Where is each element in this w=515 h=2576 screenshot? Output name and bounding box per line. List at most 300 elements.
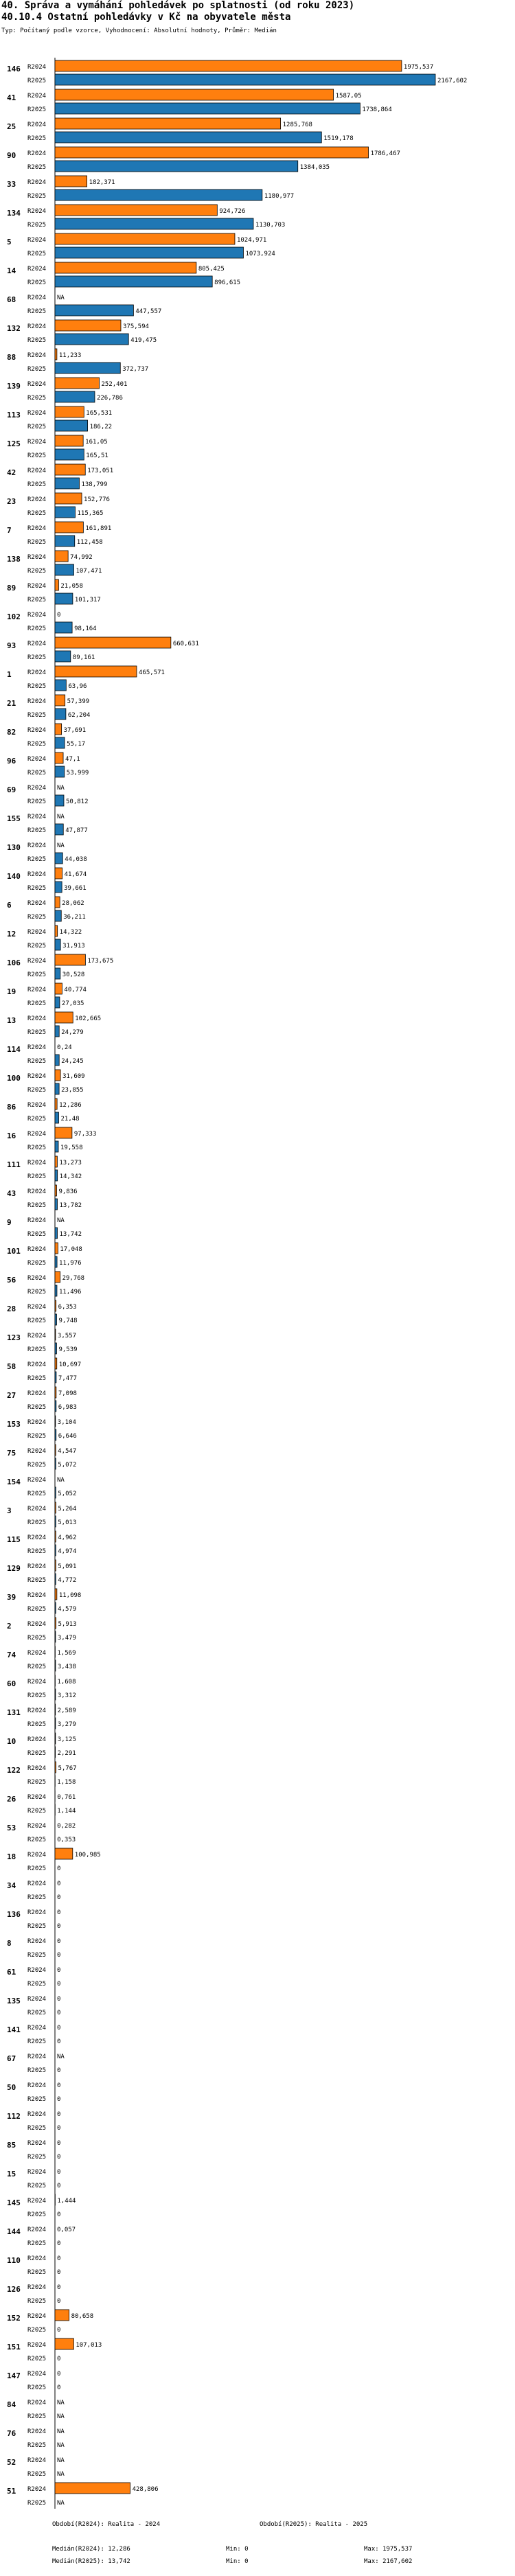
- bar-r2025: [55, 1487, 56, 1498]
- bar-r2025: [55, 161, 298, 172]
- series-label: R2024: [27, 1765, 47, 1772]
- value-label: NA: [57, 2471, 65, 2478]
- bar-r2025: [55, 882, 62, 893]
- series-label: R2025: [27, 943, 47, 950]
- value-label: 1180,977: [264, 193, 295, 200]
- series-label: R2025: [27, 1289, 47, 1296]
- value-label: 0: [57, 2096, 61, 2103]
- series-label: R2025: [27, 251, 47, 257]
- category-label: 89: [7, 584, 16, 593]
- footer-min-r2024: Min: 0: [226, 2546, 249, 2553]
- value-label: 465,571: [138, 669, 165, 676]
- category-label: 7: [7, 526, 12, 535]
- series-label: R2025: [27, 481, 47, 488]
- footer-min-r2025: Min: 0: [226, 2558, 249, 2565]
- series-label: R2024: [27, 266, 47, 273]
- series-label: R2024: [27, 1275, 47, 1282]
- category-label: 18: [7, 1852, 16, 1861]
- series-label: R2025: [27, 510, 47, 517]
- category-label: 131: [7, 1708, 21, 1717]
- value-label: 0: [57, 1952, 61, 1959]
- bar-r2025: [55, 420, 88, 431]
- series-label: R2024: [27, 1996, 47, 2003]
- series-label: R2024: [27, 1448, 47, 1455]
- series-label: R2024: [27, 641, 47, 647]
- series-label: R2025: [27, 2010, 47, 2016]
- value-label: 41,674: [64, 871, 87, 878]
- bar-r2025: [55, 709, 66, 720]
- value-label: 0: [57, 612, 61, 619]
- value-label: 0: [57, 2038, 61, 2045]
- series-label: R2025: [27, 1433, 47, 1440]
- bar-r2025: [55, 1141, 58, 1152]
- series-label: R2024: [27, 1506, 47, 1513]
- bar-r2024: [55, 1300, 56, 1311]
- category-label: 134: [7, 209, 21, 218]
- bar-r2025: [55, 1718, 56, 1729]
- series-label: R2025: [27, 1808, 47, 1815]
- category-label: 86: [7, 1103, 16, 1112]
- value-label: 1384,035: [299, 164, 330, 171]
- bar-r2025: [55, 132, 321, 143]
- series-label: R2024: [27, 1015, 47, 1022]
- category-label: 125: [7, 439, 21, 448]
- value-label: 27,035: [61, 1000, 84, 1007]
- series-label: R2024: [27, 1707, 47, 1714]
- series-label: R2025: [27, 1606, 47, 1613]
- bar-r2024: [55, 118, 281, 129]
- category-label: 138: [7, 555, 21, 564]
- value-label: 53,999: [66, 770, 89, 777]
- bar-r2024: [55, 60, 402, 71]
- value-label: 1786,467: [370, 150, 400, 157]
- value-label: 4,974: [58, 1548, 77, 1555]
- category-label: 19: [7, 987, 16, 996]
- bar-r2024: [55, 464, 85, 475]
- value-label: 115,365: [77, 510, 104, 517]
- value-label: 47,1: [65, 756, 80, 763]
- series-label: R2025: [27, 106, 47, 113]
- bar-r2025: [55, 997, 60, 1008]
- value-label: 165,51: [86, 452, 108, 459]
- series-label: R2025: [27, 193, 47, 200]
- series-label: R2025: [27, 1318, 47, 1324]
- series-label: R2025: [27, 568, 47, 575]
- value-label: 1,144: [57, 1808, 76, 1815]
- value-label: 11,976: [59, 1260, 82, 1267]
- bar-r2024: [55, 637, 171, 648]
- category-label: 155: [7, 814, 21, 823]
- series-label: R2024: [27, 1333, 47, 1339]
- value-label: 3,479: [57, 1635, 76, 1642]
- value-label: 1,608: [57, 1679, 76, 1686]
- bar-r2024: [55, 1416, 56, 1427]
- series-label: R2025: [27, 683, 47, 690]
- value-label: 0: [57, 1981, 61, 1988]
- value-label: 5,091: [58, 1563, 77, 1570]
- category-label: 61: [7, 1968, 16, 1977]
- category-label: 8: [7, 1939, 12, 1948]
- series-label: R2024: [27, 237, 47, 244]
- series-label: R2025: [27, 1865, 47, 1872]
- bar-r2024: [55, 1733, 56, 1744]
- value-label: 138,799: [81, 481, 108, 488]
- value-label: 4,579: [58, 1606, 77, 1613]
- value-label: 4,547: [58, 1448, 77, 1455]
- value-label: 1285,768: [282, 122, 312, 128]
- value-label: 6,983: [58, 1404, 77, 1411]
- value-label: NA: [57, 2400, 65, 2406]
- bar-r2024: [55, 752, 63, 763]
- bar-r2025: [55, 1747, 56, 1758]
- value-label: 0: [57, 2010, 61, 2016]
- value-label: 173,675: [87, 958, 114, 965]
- series-label: R2025: [27, 1058, 47, 1065]
- value-label: 9,836: [58, 1188, 78, 1195]
- bar-r2024: [55, 1531, 56, 1542]
- bar-r2024: [55, 1099, 57, 1109]
- value-label: 17,048: [60, 1246, 82, 1253]
- category-label: 12: [7, 930, 16, 939]
- value-label: 0: [57, 2111, 61, 2118]
- bar-r2025: [55, 1458, 56, 1469]
- series-label: R2024: [27, 2198, 47, 2205]
- series-label: R2025: [27, 337, 47, 344]
- series-label: R2024: [27, 2428, 47, 2435]
- value-label: 14,322: [59, 929, 82, 936]
- category-label: 132: [7, 324, 21, 333]
- category-label: 14: [7, 266, 16, 275]
- series-label: R2024: [27, 122, 47, 128]
- category-label: 53: [7, 1824, 16, 1832]
- series-label: R2025: [27, 1664, 47, 1670]
- chart-note: Typ: Počítaný podle vzorce, Vyhodnocení: Absolutní hodnoty, Průměr: Medián: [1, 27, 277, 34]
- series-label: R2024: [27, 1563, 47, 1570]
- series-label: R2024: [27, 554, 47, 561]
- category-label: 52: [7, 2458, 16, 2467]
- value-label: 0: [57, 2154, 61, 2161]
- bar-r2024: [55, 1502, 56, 1513]
- series-label: R2024: [27, 150, 47, 157]
- category-label: 41: [7, 93, 16, 102]
- bar-r2024: [55, 2483, 130, 2494]
- series-label: R2025: [27, 452, 47, 459]
- value-label: 0: [57, 1909, 61, 1916]
- category-label: 56: [7, 1276, 16, 1285]
- value-label: 0,24: [57, 1044, 72, 1051]
- series-label: R2025: [27, 2471, 47, 2478]
- value-label: 660,631: [172, 641, 199, 647]
- series-label: R2024: [27, 1304, 47, 1311]
- series-label: R2025: [27, 885, 47, 892]
- bar-r2024: [55, 1243, 58, 1254]
- series-label: R2025: [27, 2096, 47, 2103]
- footer-median-r2025: Medián(R2025): 13,742: [52, 2558, 130, 2565]
- bar-r2024: [55, 983, 62, 994]
- value-label: 100,985: [74, 1852, 101, 1859]
- series-label: R2025: [27, 1750, 47, 1757]
- value-label: NA: [57, 1477, 65, 1484]
- value-label: NA: [57, 2442, 65, 2449]
- value-label: 252,401: [101, 381, 128, 388]
- bar-r2024: [55, 579, 58, 590]
- bar-r2025: [55, 536, 75, 547]
- value-label: NA: [57, 2428, 65, 2435]
- series-label: R2024: [27, 842, 47, 849]
- series-label: R2024: [27, 1592, 47, 1599]
- category-label: 151: [7, 2343, 21, 2351]
- bar-r2025: [55, 1285, 57, 1296]
- category-label: 82: [7, 728, 16, 737]
- series-label: R2025: [27, 1145, 47, 1151]
- bar-r2025: [55, 1689, 56, 1700]
- series-label: R2024: [27, 785, 47, 792]
- value-label: 4,962: [58, 1534, 77, 1541]
- category-label: 84: [7, 2400, 16, 2409]
- series-label: R2025: [27, 1491, 47, 1497]
- value-label: 24,245: [61, 1058, 84, 1065]
- series-label: R2024: [27, 929, 47, 936]
- series-label: R2024: [27, 727, 47, 734]
- value-label: 1,158: [57, 1779, 76, 1786]
- bar-r2024: [55, 406, 84, 417]
- value-label: 10,697: [58, 1361, 82, 1368]
- category-label: 68: [7, 295, 16, 304]
- series-label: R2025: [27, 827, 47, 834]
- category-label: 126: [7, 2285, 21, 2294]
- bar-r2025: [55, 680, 66, 691]
- series-label: R2024: [27, 900, 47, 907]
- bar-r2024: [55, 89, 334, 100]
- series-label: R2024: [27, 669, 47, 676]
- value-label: 0: [57, 2169, 61, 2176]
- series-label: R2024: [27, 2313, 47, 2320]
- value-label: 5,072: [58, 1462, 77, 1469]
- category-label: 122: [7, 1766, 21, 1775]
- bar-r2024: [55, 695, 65, 706]
- series-label: R2024: [27, 2400, 47, 2406]
- category-label: 27: [7, 1391, 16, 1400]
- value-label: 1,444: [57, 2198, 76, 2205]
- value-label: 47,877: [65, 827, 88, 834]
- value-label: 1587,05: [335, 93, 362, 100]
- category-label: 100: [7, 1074, 21, 1083]
- category-label: 50: [7, 2083, 16, 2092]
- value-label: 9,748: [58, 1318, 78, 1324]
- series-label: R2024: [27, 1131, 47, 1138]
- value-label: 0: [57, 2371, 61, 2378]
- category-label: 10: [7, 1737, 16, 1746]
- series-label: R2025: [27, 1577, 47, 1584]
- bar-r2025: [55, 1574, 56, 1585]
- footer-max-r2025: Max: 2167,602: [364, 2558, 413, 2565]
- series-label: R2025: [27, 2356, 47, 2362]
- value-label: 3,279: [57, 1721, 76, 1728]
- series-label: R2025: [27, 856, 47, 863]
- series-label: R2024: [27, 295, 47, 301]
- series-label: R2024: [27, 525, 47, 532]
- value-label: 5,052: [58, 1491, 77, 1497]
- value-label: 107,013: [76, 2342, 102, 2349]
- bar-r2024: [55, 1329, 56, 1340]
- series-label: R2024: [27, 1736, 47, 1743]
- value-label: 28,062: [62, 900, 84, 907]
- bar-r2025: [55, 1055, 59, 1066]
- value-label: 0: [57, 1881, 61, 1887]
- bar-r2024: [55, 1070, 60, 1081]
- series-label: R2025: [27, 2183, 47, 2189]
- value-label: 0: [57, 2269, 61, 2276]
- value-label: 0,761: [57, 1794, 76, 1801]
- series-label: R2024: [27, 1102, 47, 1109]
- footer-period-r2025: Období(R2025): Realita - 2025: [260, 2521, 368, 2528]
- category-label: 96: [7, 757, 16, 766]
- series-label: R2024: [27, 2255, 47, 2262]
- value-label: 63,96: [68, 683, 87, 690]
- bar-r2025: [55, 1545, 56, 1556]
- category-label: 141: [7, 2025, 21, 2034]
- series-label: R2025: [27, 1202, 47, 1209]
- value-label: 0: [57, 2327, 61, 2334]
- series-label: R2024: [27, 381, 47, 388]
- value-label: 0,353: [57, 1837, 76, 1843]
- value-label: 186,22: [89, 424, 113, 430]
- category-label: 33: [7, 180, 16, 189]
- value-label: 1073,924: [245, 251, 275, 257]
- series-label: R2025: [27, 1000, 47, 1007]
- bar-r2025: [55, 1112, 58, 1123]
- series-label: R2024: [27, 2054, 47, 2060]
- bar-r2025: [55, 853, 62, 864]
- category-label: 3: [7, 1506, 12, 1515]
- series-label: R2025: [27, 971, 47, 978]
- series-label: R2024: [27, 2025, 47, 2032]
- bar-r2024: [55, 1762, 56, 1773]
- category-label: 111: [7, 1160, 21, 1169]
- series-label: R2024: [27, 612, 47, 619]
- series-label: R2024: [27, 179, 47, 186]
- footer-median-r2024: Medián(R2024): 12,286: [52, 2546, 130, 2553]
- value-label: 89,161: [72, 654, 95, 661]
- value-label: 5,767: [58, 1765, 77, 1772]
- bar-r2025: [55, 593, 73, 604]
- series-label: R2024: [27, 698, 47, 705]
- series-label: R2024: [27, 1217, 47, 1224]
- series-label: R2025: [27, 1894, 47, 1901]
- series-label: R2025: [27, 1635, 47, 1642]
- series-label: R2025: [27, 1260, 47, 1267]
- bar-r2025: [55, 218, 253, 229]
- value-label: 29,768: [62, 1275, 85, 1282]
- value-label: 419,475: [130, 337, 157, 344]
- category-label: 28: [7, 1304, 16, 1313]
- series-label: R2024: [27, 1044, 47, 1051]
- bar-r2025: [55, 1026, 59, 1037]
- value-label: 2,291: [57, 1750, 76, 1757]
- category-label: 16: [7, 1131, 16, 1140]
- bar-r2025: [55, 1343, 56, 1354]
- category-label: 129: [7, 1564, 21, 1573]
- value-label: 98,164: [74, 625, 97, 632]
- value-label: NA: [57, 785, 65, 792]
- series-label: R2024: [27, 1650, 47, 1657]
- value-label: 161,05: [85, 439, 108, 446]
- category-label: 153: [7, 1420, 21, 1429]
- series-label: R2025: [27, 1029, 47, 1036]
- bar-r2024: [55, 262, 196, 273]
- value-label: 0: [57, 2082, 61, 2089]
- bar-r2025: [55, 1083, 59, 1094]
- value-label: 23,855: [61, 1087, 84, 1094]
- value-label: 112,458: [76, 539, 103, 546]
- series-label: R2024: [27, 1967, 47, 1974]
- value-label: 21,48: [60, 1116, 80, 1123]
- value-label: 1519,178: [323, 135, 354, 142]
- value-label: 1024,971: [236, 237, 267, 244]
- series-label: R2024: [27, 814, 47, 820]
- bar-r2025: [55, 1372, 56, 1383]
- value-label: 0: [57, 2356, 61, 2362]
- series-label: R2025: [27, 2038, 47, 2045]
- value-label: 30,528: [62, 971, 85, 978]
- bar-r2024: [55, 2310, 69, 2321]
- category-label: 110: [7, 2256, 21, 2265]
- series-label: R2024: [27, 1477, 47, 1484]
- category-label: 90: [7, 151, 16, 160]
- bar-r2025: [55, 189, 262, 200]
- bar-r2024: [55, 724, 62, 735]
- value-label: 74,992: [70, 554, 93, 561]
- category-label: 93: [7, 641, 16, 650]
- series-label: R2025: [27, 2442, 47, 2449]
- category-label: 144: [7, 2227, 21, 2236]
- series-label: R2025: [27, 2154, 47, 2161]
- value-label: 12,286: [59, 1102, 82, 1109]
- series-label: R2024: [27, 2457, 47, 2464]
- value-label: 3,125: [57, 1736, 76, 1743]
- category-label: 152: [7, 2314, 21, 2323]
- bar-r2024: [55, 1272, 60, 1283]
- value-label: 0: [57, 2384, 61, 2391]
- value-label: 3,312: [57, 1692, 76, 1699]
- value-label: 1,569: [57, 1650, 76, 1657]
- series-label: R2024: [27, 1160, 47, 1166]
- series-label: R2024: [27, 439, 47, 446]
- bar-r2025: [55, 795, 64, 806]
- value-label: 31,609: [62, 1073, 85, 1080]
- series-label: R2024: [27, 468, 47, 474]
- value-label: 36,211: [63, 914, 86, 921]
- series-label: R2025: [27, 1087, 47, 1094]
- series-label: R2024: [27, 64, 47, 71]
- value-label: 5,264: [58, 1506, 77, 1513]
- value-label: 0: [57, 1967, 61, 1974]
- series-label: R2025: [27, 1375, 47, 1382]
- value-label: 44,038: [65, 856, 87, 863]
- category-label: 2: [7, 1622, 12, 1631]
- value-label: 11,496: [58, 1289, 82, 1296]
- category-label: 140: [7, 872, 21, 881]
- value-label: 50,812: [65, 798, 89, 805]
- value-label: 0: [57, 2255, 61, 2262]
- value-label: 173,051: [87, 468, 114, 474]
- series-label: R2024: [27, 1909, 47, 1916]
- category-label: 75: [7, 1449, 16, 1458]
- series-label: R2025: [27, 2327, 47, 2334]
- category-label: 136: [7, 1910, 21, 1919]
- value-label: 55,17: [67, 741, 86, 748]
- bar-r2024: [55, 1387, 56, 1398]
